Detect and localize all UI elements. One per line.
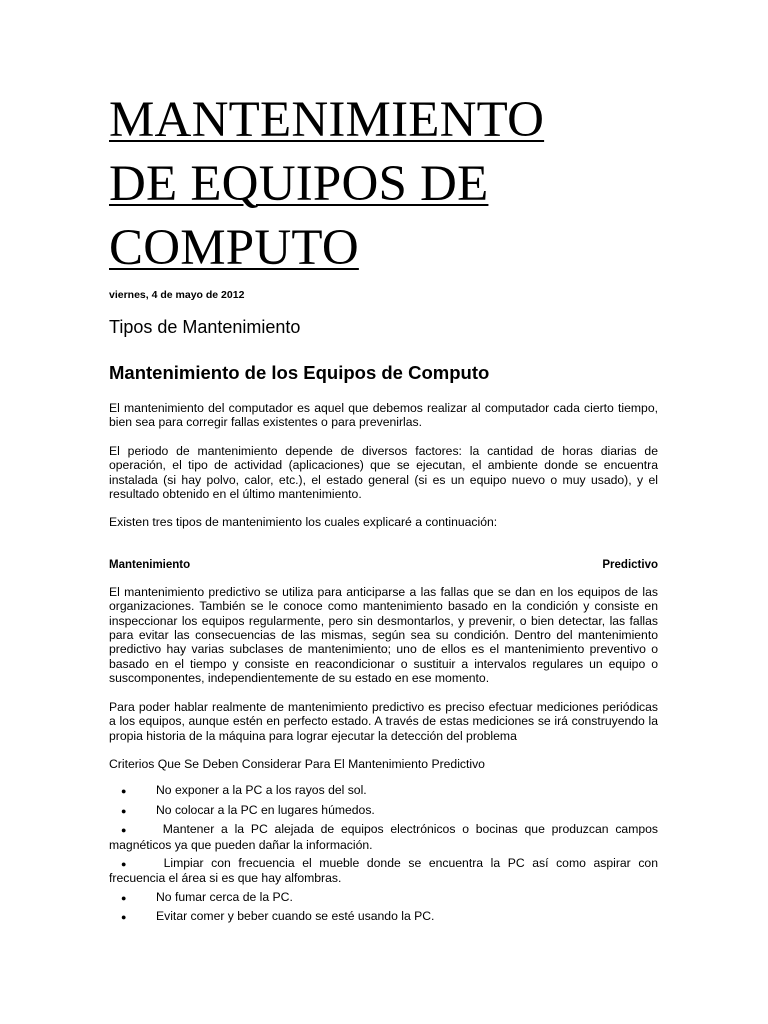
- list-item-text: No colocar a la PC en lugares húmedos.: [156, 802, 375, 817]
- document-page: [109, 88, 658, 929]
- bullet-icon: ●: [121, 892, 127, 903]
- list-item: [109, 822, 658, 852]
- document-title: [109, 88, 658, 280]
- intro-paragraph-2: El periodo de mantenimiento depende de diversos factores: la cantidad de horas diarias de operación, el tipo de actividad (aplicaciones) que se ejecutan, el ambiente donde se encuentra instalada (si hay polvo, calor, etc.), el estado general (si es un equipo nuevo o muy usado), y el resultado obtenido en el último mantenimiento.: [109, 443, 658, 502]
- bullet-icon: ●: [121, 786, 127, 797]
- list-item-text: Evitar comer y beber cuando se esté usando la PC.: [156, 909, 435, 924]
- predictive-subheading: [109, 558, 658, 572]
- list-item-text: Limpiar con frecuencia el mueble donde se encuentra la PC así como aspirar con frecuencia el área si es que hay alfombras.: [109, 855, 658, 886]
- title-line-1: MANTENIMIENTO: [109, 92, 545, 148]
- list-item-text: No exponer a la PC a los rayos del sol.: [156, 783, 367, 798]
- criteria-title: Criterios Que Se Deben Considerar Para El Mantenimiento Predictivo: [109, 756, 485, 771]
- intro-paragraph-3: Existen tres tipos de mantenimiento los cuales explicaré a continuación:: [109, 515, 498, 530]
- post-date: viernes, 4 de mayo de 2012: [109, 289, 245, 301]
- list-item-text: No fumar cerca de la PC.: [156, 889, 293, 904]
- list-item: [109, 783, 658, 798]
- predictive-paragraph-1: El mantenimiento predictivo se utiliza para anticiparse a las fallas que se dan en los equipos de las organizaciones. También se le conoce como mantenimiento basado en la condición y consiste en inspeccionar los equipos regularmente, pero sin desmontarlos, y prevenir, o bien detectar, las fallas para evitar las consecuencias de las mismas, según sea su condición. Dentro del mantenimiento predictivo hay varias subclases de mantenimiento; uno de ellos es el mantenimiento preventivo o basado en el tiempo y consiste en reacondicionar o sustituir a intervalos regulares un equipo o suscomponentes, independientemente de su estado en ese momento.: [109, 584, 658, 686]
- subheading-right: Predictivo: [602, 558, 658, 571]
- list-item: [109, 909, 658, 924]
- post-title: Tipos de Mantenimiento: [109, 317, 301, 337]
- title-line-3: COMPUTO: [109, 220, 359, 276]
- list-item: [109, 803, 658, 818]
- section-heading: Mantenimiento de los Equipos de Computo: [109, 362, 490, 383]
- predictive-paragraph-2: Para poder hablar realmente de mantenimiento predictivo es preciso efectuar mediciones periódicas a los equipos, aunque estén en perfecto estado. A través de estas mediciones se irá construyendo la propia historia de la máquina para lograr ejecutar la detección del problema: [109, 699, 658, 743]
- title-line-2: DE EQUIPOS DE: [109, 156, 489, 212]
- bullet-icon: ●: [121, 825, 127, 836]
- bullet-icon: ●: [121, 805, 127, 816]
- intro-paragraph-1: El mantenimiento del computador es aquel que debemos realizar al computador cada cierto tiempo, bien sea para corregir fallas existentes o para prevenirlas.: [109, 401, 658, 430]
- list-item: [109, 890, 658, 905]
- bullet-icon: ●: [121, 912, 127, 923]
- bullet-icon: ●: [121, 858, 127, 869]
- list-item: [109, 856, 658, 886]
- criteria-list: [109, 783, 658, 924]
- list-item-text: Mantener a la PC alejada de equipos electrónicos o bocinas que produzcan campos magnéticos ya que pueden dañar la información.: [109, 822, 658, 852]
- subheading-left: Mantenimiento: [109, 558, 191, 571]
